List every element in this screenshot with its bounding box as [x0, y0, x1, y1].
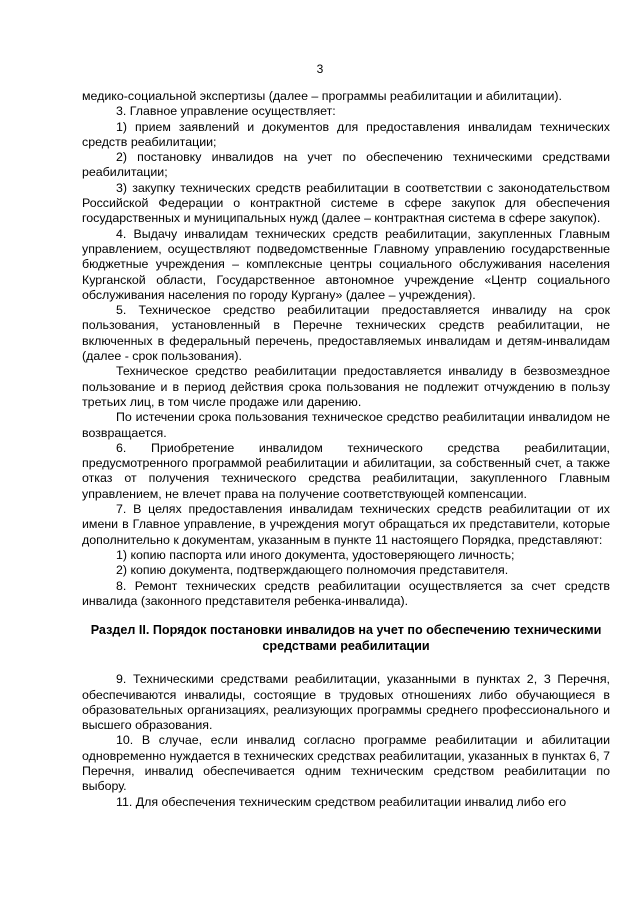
list-item: 3) закупку технических средств реабилитации в соответствии с законодательством Российской Федерации о контрактной системе в сфере закупок для обеспечения государственных и муниципальных нужд (далее – контрактная система в сфере закупок).	[82, 180, 610, 226]
paragraph: По истечении срока пользования техническое средство реабилитации инвалидом не возвращается.	[82, 410, 610, 440]
paragraph: 6. Приобретение инвалидом технического средства реабилитации, предусмотренного программой реабилитации и абилитации, за собственный счет, а также отказ от получения технического средства реабилитации, закупленного Главным управлением, не влечет права на получение соответствующей компенсации.	[82, 440, 610, 501]
paragraph: 7. В целях предоставления инвалидам технических средств реабилитации от их имени в Главное управление, в учреждения могут обращаться их представители, которые дополнительно к документам, указанным в пункте 11 настоящего Порядка, представляют:	[82, 502, 610, 547]
paragraph: 9. Техническими средствами реабилитации, указанными в пунктах 2, 3 Перечня, обеспечиваются инвалиды, состоящие в трудовых отношениях либо обучающиеся в образовательных организациях, реализующих программы среднего профессионального и высшего образования.	[82, 672, 610, 733]
list-item: 1) прием заявлений и документов для предоставления инвалидам технических средств реабилитации;	[82, 119, 610, 149]
section-title: Раздел II. Порядок постановки инвалидов на учет по обеспечению техническими средствами реабилитации	[90, 623, 602, 653]
paragraph: 4. Выдачу инвалидам технических средств реабилитации, закупленных Главным управлением, осуществляют подведомственные Главному управлению государственные бюджетные учреждения – комплексные центры социального обслуживания населения Курганской области, Государственное автономное учреждение «Центр социального обслуживания населения по городу Кургану» (далее – учреждения).	[82, 226, 610, 302]
paragraph: 3. Главное управление осуществляет:	[116, 104, 336, 119]
list-item: 1) копию паспорта или иного документа, удостоверяющего личность;	[116, 547, 515, 562]
paragraph: медико-социальной экспертизы (далее – программы реабилитации и абилитации).	[82, 89, 562, 103]
list-item: 2) постановку инвалидов на учет по обеспечению техническими средствами реабилитации;	[82, 150, 610, 180]
paragraph: 5. Техническое средство реабилитации предоставляется инвалиду на срок пользования, установленный в Перечне технических средств реабилитации, не включенных в федеральный перечень, предоставляемых инвалидам и детям-инвалидам (далее - срок пользования).	[82, 303, 610, 364]
paragraph: 11. Для обеспечения техническим средством реабилитации инвалид либо его	[116, 794, 567, 809]
document-body	[82, 89, 610, 810]
paragraph: 8. Ремонт технических средств реабилитации осуществляется за счет средств инвалида (законного представителя ребенка-инвалида).	[82, 578, 610, 608]
page-number: 3	[316, 62, 324, 76]
paragraph: 10. В случае, если инвалид согласно программе реабилитации и абилитации одновременно нуждается в технических средствах реабилитации, указанных в пунктах 6, 7 Перечня, инвалид обеспечивается одним техническим средством реабилитации по выбору.	[82, 733, 610, 794]
paragraph: Техническое средство реабилитации предоставляется инвалиду в безвозмездное пользование и в период действия срока пользования не подлежит отчуждению в пользу третьих лиц, в том числе продаже или дарению.	[82, 364, 610, 409]
list-item: 2) копию документа, подтверждающего полномочия представителя.	[116, 563, 509, 578]
